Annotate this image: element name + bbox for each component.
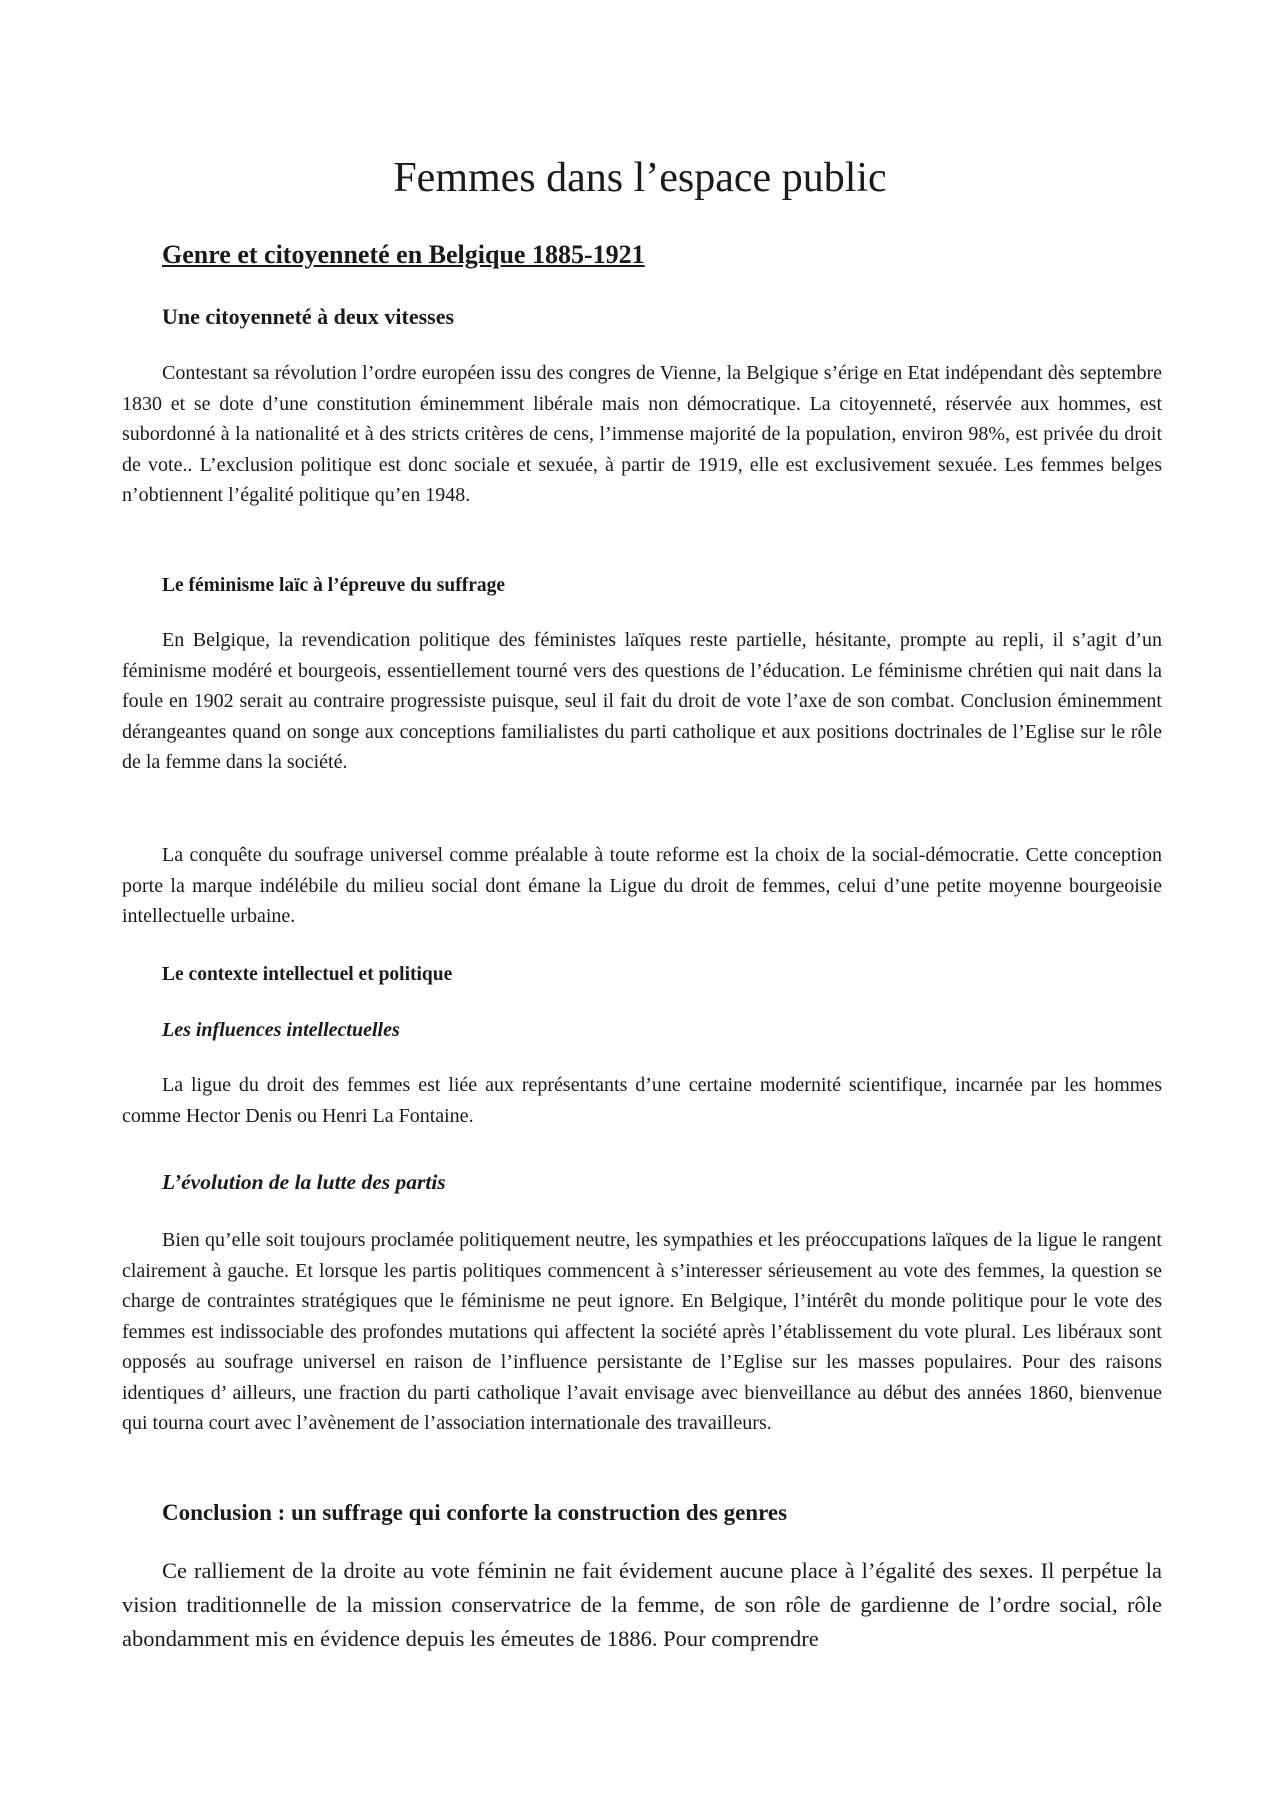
paragraph-feminisme-laic-2: La conquête du soufrage universel comme préalable à toute reforme est la choix de la social-démocratie. Cette conception porte la marque indélébile du milieu social dont émane la Ligue du droit de femmes, celui d’une petite moyenne bourgeoisie intellectuelle urbaine.	[122, 844, 1162, 927]
subsection-heading-lutte-partis: L’évolution de la lutte des partis	[162, 1170, 446, 1194]
paragraph-influences: La ligue du droit des femmes est liée aux représentants d’une certaine modernité scientifique, incarnée par les hommes comme Hector Denis ou Henri La Fontaine.	[122, 1074, 1162, 1127]
main-heading: Genre et citoyenneté en Belgique 1885-1921	[162, 240, 645, 269]
paragraph-citoyennete: Contestant sa révolution l’ordre européen issu des congres de Vienne, la Belgique s’érige en Etat indépendant dès septembre 1830 et se dote d’une constitution éminemment libérale mais non démocratique. La citoyenneté, réservée aux hommes, est subordonné à la nationalité et à des stricts critères de cens, l’immense majorité de la population, environ 98%, est privée du droit de vote.. L’exclusion politique est donc sociale et sexuée, à partir de 1919, elle est exclusivement sexuée. Les femmes belges n’obtiennent l’égalité politique qu’en 1948.	[122, 362, 1162, 506]
paragraph-lutte-partis: Bien qu’elle soit toujours proclamée politiquement neutre, les sympathies et les préoccupations laïques de la ligue le rangent clairement à gauche. Et lorsque les partis politiques commencent à s’interesser sérieusement au vote des femmes, la question se charge de contraintes stratégiques que le féminisme ne peut ignore. En Belgique, l’intérêt du monde politique pour le vote des femmes est indissociable des profondes mutations qui affectent la société après l’établissement du vote plural. Les libéraux sont opposés au soufrage universel en raison de l’influence persistante de l’Eglise sur les masses populaires. Pour des raisons identiques d’ ailleurs, une fraction du parti catholique l’avait envisage avec bienveillance au début des années 1860, bienvenue qui tourna court avec l’avènement de l’association internationale des travailleurs.	[122, 1229, 1162, 1434]
section-heading-feminisme-laic: Le féminisme laïc à l’épreuve du suffrage	[162, 575, 506, 596]
paragraph-feminisme-laic-1: En Belgique, la revendication politique des féministes laïques reste partielle, hésitante, prompte au repli, il s’agit d’un féminisme modéré et bourgeois, essentiellement tourné vers des questions de l’éducation. Le féminisme chrétien qui nait dans la foule en 1902 serait au contraire progressiste puisque, seul il fait du droit de vote l’axe de son combat. Conclusion éminemment dérangeantes quand on songe aux conceptions familialistes du parti catholique et aux positions doctrinales de l’Eglise sur le rôle de la femme dans la société.	[122, 629, 1162, 773]
paragraph-conclusion: Ce ralliement de la droite au vote féminin ne fait évidement aucune place à l’égalité des sexes. Il perpétue la vision traditionnelle de la mission conservatrice de la femme, de son rôle de gardienne de l’ordre social, rôle abondamment mis en évidence depuis les émeutes de 1886. Pour comprendre	[122, 1558, 1162, 1651]
section-heading-citoyennete: Une citoyenneté à deux vitesses	[162, 304, 455, 329]
section-heading-conclusion: Conclusion : un suffrage qui conforte la construction des genres	[162, 1500, 788, 1525]
subsection-heading-influences: Les influences intellectuelles	[162, 1019, 400, 1041]
section-heading-contexte: Le contexte intellectuel et politique	[162, 964, 453, 985]
document-title: Femmes dans l’espace public	[393, 155, 887, 201]
